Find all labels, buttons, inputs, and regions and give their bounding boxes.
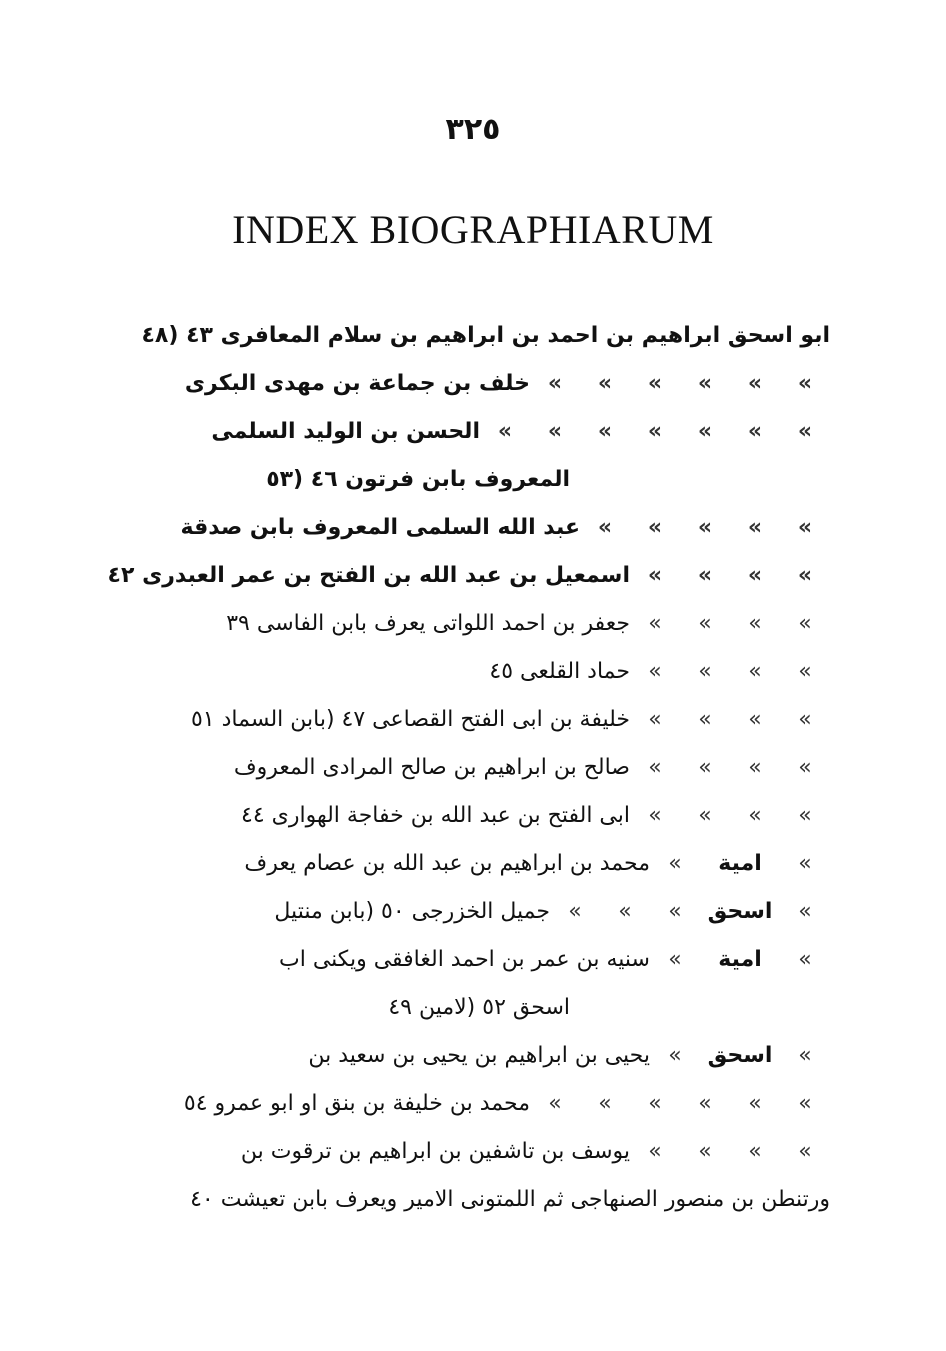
ditto-mark: »	[668, 1043, 682, 1068]
page-number: ٣٢٥	[445, 112, 501, 147]
entry-prefix: اسحق	[707, 899, 773, 924]
entry-text: محمد بن خليفة بن بنق او ابو عمرو ٥٤	[183, 1091, 530, 1116]
index-entry	[170, 936, 830, 984]
ditto-mark: »	[648, 707, 662, 732]
index-entry	[170, 840, 830, 888]
ditto-mark: »	[697, 515, 713, 540]
ditto-mark: »	[648, 1139, 662, 1164]
ditto-mark: »	[798, 899, 812, 924]
ditto-mark: »	[698, 611, 712, 636]
entry-text: محمد بن ابراهيم بن عبد الله بن عصام يعرف	[244, 851, 650, 876]
index-entry	[170, 744, 830, 792]
ditto-mark: »	[598, 1091, 612, 1116]
ditto-mark: »	[698, 1139, 712, 1164]
index-entries	[107, 312, 830, 1224]
ditto-mark: »	[798, 1091, 812, 1116]
entry-text: ورتنطن بن منصور الصنهاجى ثم اللمتونى الامير ويعرف بابن تعيشت ٤٠	[190, 1187, 830, 1212]
ditto-mark: »	[748, 755, 762, 780]
entry-text: جعفر بن احمد اللواتى يعرف بابن الفاسى ٣٩	[226, 611, 630, 636]
ditto-mark: »	[698, 659, 712, 684]
ditto-mark: »	[648, 1091, 662, 1116]
ditto-mark: »	[648, 611, 662, 636]
entry-text: اسحق ٥٢ (لامين ٤٩	[388, 995, 570, 1020]
index-entry	[170, 1032, 830, 1080]
entry-text: جميل الخزرجى ٥٠ (بابن منتيل	[274, 899, 550, 924]
ditto-mark: »	[618, 899, 632, 924]
index-entry	[170, 696, 830, 744]
entry-prefix: امية	[718, 851, 762, 876]
ditto-mark: »	[548, 1091, 562, 1116]
ditto-mark: »	[797, 515, 813, 540]
index-entry	[170, 360, 830, 408]
ditto-mark: »	[797, 419, 813, 444]
ditto-mark: »	[798, 803, 812, 828]
entry-text: ابو اسحق ابراهيم بن احمد بن ابراهيم بن سلام المعافرى ٤٣ (٤٨	[141, 323, 830, 348]
ditto-mark: »	[697, 563, 713, 588]
ditto-mark: »	[748, 707, 762, 732]
ditto-mark: »	[698, 755, 712, 780]
ditto-mark: »	[547, 419, 563, 444]
ditto-mark: »	[798, 707, 812, 732]
ditto-mark: »	[748, 611, 762, 636]
ditto-mark: »	[798, 1139, 812, 1164]
ditto-mark: »	[697, 371, 713, 396]
ditto-mark: »	[597, 515, 613, 540]
index-entry	[170, 600, 830, 648]
ditto-mark: »	[668, 851, 682, 876]
ditto-mark: »	[497, 419, 513, 444]
entry-text: اسمعيل بن عبد الله بن الفتح بن عمر العبدرى ٤٢	[107, 563, 630, 588]
ditto-mark: »	[798, 947, 812, 972]
ditto-mark: »	[597, 371, 613, 396]
ditto-mark: »	[647, 371, 663, 396]
entry-text: المعروف بابن فرتون ٤٦ (٥٣	[266, 467, 570, 492]
entry-text: يحيى بن ابراهيم بن يحيى بن سعيد بن	[308, 1043, 650, 1068]
ditto-mark: »	[568, 899, 582, 924]
index-entry	[170, 648, 830, 696]
ditto-mark: »	[648, 755, 662, 780]
entry-text: سنيه بن عمر بن احمد الغافقى ويكنى اب	[279, 947, 650, 972]
index-entry	[170, 1176, 830, 1224]
ditto-mark: »	[748, 1139, 762, 1164]
entry-text: خلف بن جماعة بن مهدى البكرى	[184, 371, 530, 396]
ditto-mark: »	[798, 851, 812, 876]
index-entry	[141, 312, 830, 360]
ditto-mark: »	[748, 659, 762, 684]
ditto-mark: »	[748, 803, 762, 828]
ditto-mark: »	[797, 371, 813, 396]
ditto-mark: »	[798, 1043, 812, 1068]
ditto-mark: »	[668, 899, 682, 924]
index-entry	[170, 408, 830, 456]
index-entry	[170, 984, 830, 1032]
ditto-mark: »	[648, 803, 662, 828]
ditto-mark: »	[747, 371, 763, 396]
ditto-mark: »	[798, 659, 812, 684]
ditto-mark: »	[647, 515, 663, 540]
ditto-mark: »	[798, 611, 812, 636]
page-title: INDEX BIOGRAPHIARUM	[232, 207, 714, 252]
ditto-mark: »	[668, 947, 682, 972]
ditto-mark: »	[647, 419, 663, 444]
index-entry	[170, 888, 830, 936]
ditto-mark: »	[698, 1091, 712, 1116]
ditto-mark: »	[648, 659, 662, 684]
index-entry	[170, 456, 830, 504]
ditto-mark: »	[547, 371, 563, 396]
ditto-mark: »	[798, 755, 812, 780]
ditto-mark: »	[747, 419, 763, 444]
entry-text: ابى الفتح بن عبد الله بن خفاجة الهوارى ٤٤	[241, 803, 630, 828]
entry-text: عبد الله السلمى المعروف بابن صدقة	[180, 515, 580, 540]
index-entry	[107, 552, 830, 600]
index-entry	[170, 1080, 830, 1128]
ditto-mark: »	[748, 1091, 762, 1116]
ditto-mark: »	[597, 419, 613, 444]
entry-prefix: اسحق	[707, 1043, 773, 1068]
entry-text: خليفة بن ابى الفتح القصاعى ٤٧ (بابن السماد ٥١	[190, 707, 630, 732]
ditto-mark: »	[747, 563, 763, 588]
index-entry	[170, 504, 830, 552]
ditto-mark: »	[647, 563, 663, 588]
ditto-mark: »	[747, 515, 763, 540]
ditto-mark: »	[697, 419, 713, 444]
entry-text: حماد القلعى ٤٥	[489, 659, 630, 684]
entry-prefix: امية	[718, 947, 762, 972]
ditto-mark: »	[698, 707, 712, 732]
entry-text: الحسن بن الوليد السلمى	[211, 419, 480, 444]
index-entry	[170, 792, 830, 840]
entry-text: يوسف بن تاشفين بن ابراهيم بن ترقوت بن	[240, 1139, 630, 1164]
ditto-mark: »	[698, 803, 712, 828]
ditto-mark: »	[797, 563, 813, 588]
entry-text: صالح بن ابراهيم بن صالح المرادى المعروف	[233, 755, 630, 780]
index-entry	[170, 1128, 830, 1176]
